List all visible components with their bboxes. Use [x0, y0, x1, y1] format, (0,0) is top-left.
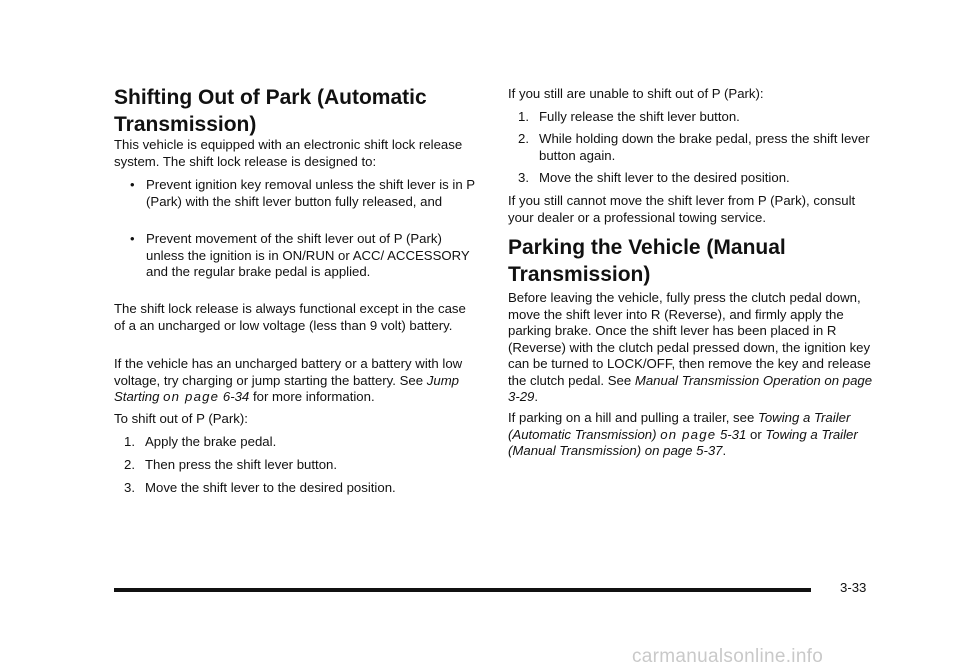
step-text: Move the shift lever to the desired position. — [539, 170, 790, 185]
trailer-or: or — [750, 426, 762, 442]
bullet-text: Prevent movement of the shift lever out of P (Park) unless the ignition is in ON/RUN or ACC/ ACCESSORY and the regular brake pedal is applied. — [146, 231, 470, 279]
step-number: 1. — [124, 434, 135, 449]
section-heading-shifting-out-of-park: Shifting Out of Park (Automatic Transmission) — [114, 86, 427, 136]
consult-paragraph: If you still cannot move the shift lever from P (Park), consult your dealer or a professional towing service. — [508, 193, 856, 225]
manual-parking-end: . — [534, 389, 539, 404]
trailer-end: . — [722, 443, 727, 458]
jump-starting-link-title: Jump Starting — [114, 372, 460, 404]
trailer-paragraph-text: If parking on a hill and pulling a trailer, see — [508, 410, 755, 425]
towing-manual-link[interactable]: Towing a Trailer (Manual Transmission) on page 5-37 — [508, 426, 858, 458]
list-item — [114, 480, 480, 497]
list-item — [114, 457, 480, 474]
battery-paragraph — [114, 356, 480, 406]
battery-paragraph-tail: for more information. — [252, 389, 375, 404]
functional-paragraph: The shift lock release is always functional except in the case of a an uncharged or low voltage (less than 9 volt) battery. — [114, 301, 466, 333]
trailer-paragraph — [508, 410, 876, 460]
towing-automatic-link-title: Towing a Trailer (Automatic Transmission) — [508, 410, 851, 442]
section-heading-parking-manual: Parking the Vehicle (Manual Transmission) — [508, 236, 786, 286]
jump-starting-link-page-word: on page — [163, 389, 220, 404]
battery-paragraph-text: If the vehicle has an uncharged battery or a battery with low voltage, try charging or jump starting the battery. See — [114, 356, 463, 388]
bullet-icon: • — [130, 231, 135, 246]
step-number: 2. — [518, 131, 529, 146]
step-text: Then press the shift lever button. — [145, 457, 338, 472]
footer-rule — [114, 588, 811, 592]
intro-paragraph: This vehicle is equipped with an electronic shift lock release system. The shift lock release is designed to: — [114, 137, 463, 169]
manual-parking-text: Before leaving the vehicle, fully press the clutch pedal down, move the shift lever into R (Reverse), and firmly apply the parking brake. Once the shift lever has been placed in R (Reverse) with the clutch pedal pressed down, the ignition key can be turned to LOCK/OFF, then remove the key and release the clutch pedal. See — [508, 290, 871, 388]
step-text: Apply the brake pedal. — [145, 434, 277, 449]
bullet-item — [114, 231, 480, 281]
bullet-text: Prevent ignition key removal unless the shift lever is in P (Park) with the shift lever button fully released, and — [146, 177, 475, 209]
page-number: 3-33 — [840, 580, 867, 595]
bullet-icon: • — [130, 177, 135, 192]
step-text: Move the shift lever to the desired position. — [145, 480, 396, 495]
step-number: 1. — [518, 109, 529, 124]
manual-parking-paragraph — [508, 290, 876, 406]
jump-starting-link-page: 6-34 — [222, 389, 250, 404]
steps-intro: To shift out of P (Park): — [114, 411, 248, 426]
manual-transmission-operation-link[interactable]: Manual Transmission Operation on page 3-29 — [508, 372, 873, 404]
step-text: While holding down the brake pedal, press the shift lever button again. — [539, 131, 870, 163]
towing-automatic-link-page-word: on page — [660, 426, 717, 442]
step-number: 3. — [518, 170, 529, 185]
list-item — [508, 109, 876, 126]
towing-automatic-link-page: 5-31 — [719, 426, 747, 442]
bullet-item — [114, 177, 480, 210]
step-number: 3. — [124, 480, 135, 495]
list-item — [508, 170, 876, 187]
step-text: Fully release the shift lever button. — [539, 109, 740, 124]
watermark: carmanualsonline.info — [632, 646, 824, 667]
step-number: 2. — [124, 457, 135, 472]
list-item — [508, 131, 876, 164]
right-steps-intro: If you still are unable to shift out of P (Park): — [508, 86, 764, 101]
list-item — [114, 434, 480, 451]
